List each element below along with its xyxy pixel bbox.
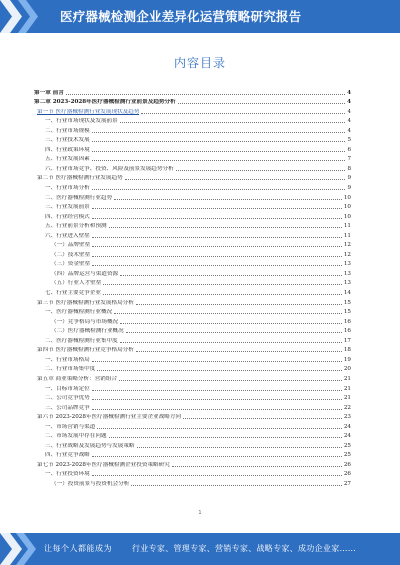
- toc-entry[interactable]: [34, 393, 351, 403]
- toc-entry-page: 11: [343, 232, 351, 239]
- toc-entry-title: 一、行业市场格局: [45, 356, 90, 363]
- toc-entry[interactable]: [34, 326, 351, 336]
- toc-entry-page: 21: [343, 395, 351, 402]
- toc-entry-title: 一、市场营销与渠道: [45, 423, 96, 430]
- toc-entry-page: 10: [343, 213, 351, 220]
- toc-entry[interactable]: [34, 87, 351, 97]
- toc-entry[interactable]: [34, 154, 351, 164]
- toc-dot-leader: [120, 274, 342, 276]
- toc-entry-page: 8: [347, 165, 351, 172]
- toc-dot-leader: [66, 93, 345, 95]
- toc-entry-page: 13: [343, 261, 351, 268]
- toc-entry-title: 二、公司竞争优势: [45, 395, 90, 402]
- toc-entry-title: （五）行业人才壁垒: [51, 280, 102, 287]
- toc-dot-leader: [131, 484, 342, 486]
- toc-entry-page: 4: [347, 127, 351, 134]
- toc-dot-leader: [97, 427, 342, 429]
- toc-entry[interactable]: [34, 364, 351, 374]
- toc-entry-page: 7: [347, 156, 351, 163]
- toc-entry-title: 三、行业战略及发展趋势与发展策略: [45, 442, 135, 449]
- header-chevron-icon: [18, 0, 48, 33]
- toc-dot-leader: [120, 121, 346, 123]
- toc-dot-leader: [126, 331, 342, 333]
- toc-dot-leader: [92, 245, 342, 247]
- toc-dot-leader: [172, 465, 342, 467]
- toc-entry-page: 24: [343, 433, 351, 440]
- toc-dot-leader: [92, 236, 342, 238]
- toc-entry[interactable]: [34, 450, 351, 460]
- toc-dot-leader: [92, 217, 342, 219]
- toc-entry-title: 二、市场发展中存在问题: [45, 433, 107, 440]
- toc-entry-title: 二、行业市场集中度: [45, 366, 96, 373]
- toc-entry-title: （二）技术壁垒: [51, 251, 91, 258]
- toc-dot-leader: [114, 312, 342, 314]
- toc-entry[interactable]: [34, 268, 351, 278]
- toc-entry-page: 27: [343, 480, 351, 487]
- toc-entry-page: 5: [347, 137, 351, 144]
- toc-entry-page: 10: [343, 194, 351, 201]
- toc-entry-title: 五、行业发展因素: [45, 156, 90, 163]
- toc-entry[interactable]: [34, 230, 351, 240]
- toc-entry-page: 19: [343, 356, 351, 363]
- toc-entry-title: 第七节 2023-2028年医疗器械检测企业投资策略研究: [37, 461, 170, 468]
- toc-entry[interactable]: [34, 345, 351, 355]
- toc-dot-leader: [109, 436, 342, 438]
- toc-entry[interactable]: [34, 221, 351, 231]
- toc-entry-title: 第五章 商业策略分析：营销组合: [37, 375, 118, 382]
- toc-dot-leader: [92, 455, 342, 457]
- toc-entry-title: 一、医疗器械检测行业概况: [45, 309, 113, 316]
- toc-entry-title: 五、行业前景分析和预测: [45, 223, 107, 230]
- toc-entry[interactable]: [34, 144, 351, 154]
- toc-entry-page: 24: [343, 423, 351, 430]
- toc-dot-leader: [92, 131, 346, 133]
- toc-entry-title: 一、行业市场分析: [45, 185, 90, 192]
- toc-entry-title: （一）品牌壁垒: [51, 242, 91, 249]
- toc-dot-leader: [103, 293, 342, 295]
- toc-entry[interactable]: [34, 116, 351, 126]
- toc-dot-leader: [137, 446, 342, 448]
- toc-entry[interactable]: [34, 240, 351, 250]
- toc-entry-page: 23: [343, 414, 351, 421]
- toc-entry-title: 四、行业竞争战略: [45, 452, 90, 459]
- toc-dot-leader: [92, 264, 342, 266]
- toc-dot-leader: [114, 198, 342, 200]
- toc-entry[interactable]: [34, 202, 351, 212]
- toc-dot-leader: [92, 398, 342, 400]
- toc-entry[interactable]: [34, 402, 351, 412]
- toc-entry[interactable]: [34, 182, 351, 192]
- toc-entry[interactable]: [34, 97, 351, 107]
- report-title: 医疗器械检测企业差异化运营策略研究报告: [60, 9, 302, 24]
- toc-entry[interactable]: [34, 297, 351, 307]
- toc-entry-page: 4: [347, 118, 351, 125]
- toc-entry-title: 一、行业市场现状及发展前景: [45, 118, 118, 125]
- toc-entry[interactable]: [34, 383, 351, 393]
- toc-dot-leader: [120, 322, 342, 324]
- toc-entry-title: 第一节 医疗器械检测行业发展现状及趋势: [37, 108, 140, 115]
- toc-dot-leader: [92, 140, 346, 142]
- toc-entry-page: 15: [343, 299, 351, 306]
- toc-dot-leader: [92, 150, 346, 152]
- toc-entry-title: 二、医疗器械检测行业趋势: [45, 194, 113, 201]
- toc-entry-title: 二、行业市场规模: [45, 127, 90, 134]
- toc-entry-page: 17: [343, 337, 351, 344]
- toc-dot-leader: [92, 389, 342, 391]
- toc-entry-page: 21: [343, 375, 351, 382]
- toc-dot-leader: [92, 408, 342, 410]
- toc-entry-page: 6: [347, 146, 351, 153]
- toc-entry[interactable]: [34, 307, 351, 317]
- toc-entry[interactable]: [34, 316, 351, 326]
- toc-entry-page: 9: [347, 175, 351, 182]
- footer-slogan: 让每个人都能成为: [44, 544, 112, 553]
- toc-dot-leader: [119, 379, 342, 381]
- toc-entry-title: 三、行业技术发展: [45, 137, 90, 144]
- toc-entry[interactable]: [34, 106, 351, 116]
- toc-entry-title: 六、行业进入壁垒: [45, 232, 90, 239]
- toc-dot-leader: [103, 283, 342, 285]
- toc-entry-title: 三、行业发展前景: [45, 204, 90, 211]
- toc-entry[interactable]: [34, 440, 351, 450]
- toc-entry-title: 一、目标市场定位: [45, 385, 90, 392]
- toc-entry[interactable]: [34, 259, 351, 269]
- toc-dot-leader: [178, 102, 345, 104]
- toc-entry-page: 26: [343, 461, 351, 468]
- toc-entry-title: 第四节 医疗器械检测行业竞争格局分析: [37, 347, 134, 354]
- toc-entry-title: 第二节 医疗器械检测行业发展趋势: [37, 175, 123, 182]
- toc-entry-page: 25: [343, 442, 351, 449]
- table-of-contents: [34, 87, 351, 488]
- toc-entry-page: 16: [343, 328, 351, 335]
- toc-dot-leader: [97, 369, 342, 371]
- toc-dot-leader: [92, 207, 342, 209]
- toc-entry-title: 四、行业政策环境: [45, 146, 90, 153]
- toc-entry[interactable]: [34, 478, 351, 488]
- toc-entry-page: 11: [343, 223, 351, 230]
- toc-dot-leader: [125, 178, 346, 180]
- toc-entry-page: 12: [343, 251, 351, 258]
- toc-entry[interactable]: [34, 135, 351, 145]
- toc-entry-page: 13: [343, 270, 351, 277]
- toc-entry-page: 25: [343, 452, 351, 459]
- toc-entry-title: 第三节 医疗器械检测行业发展格局分析: [37, 299, 134, 306]
- toc-entry[interactable]: [34, 287, 351, 297]
- toc-entry-page: 10: [343, 204, 351, 211]
- toc-entry-title: 第六节 2023-2028年医疗器械检测行业主要企业战略方向: [37, 414, 182, 421]
- toc-entry-title: 七、行业主要竞争企业: [45, 290, 101, 297]
- toc-entry-title: 一、行业投资环境: [45, 471, 90, 478]
- toc-entry-page: 14: [343, 290, 351, 297]
- toc-entry[interactable]: [34, 335, 351, 345]
- toc-entry[interactable]: [34, 431, 351, 441]
- toc-dot-leader: [109, 226, 342, 228]
- toc-entry[interactable]: [34, 192, 351, 202]
- toc-entry-page: 21: [343, 385, 351, 392]
- toc-entry-title: 二、医疗器械检测行业集中度: [45, 337, 118, 344]
- toc-entry[interactable]: [34, 211, 351, 221]
- toc-entry-title: 四、行业经营模式: [45, 213, 90, 220]
- report-header-banner: [0, 0, 400, 33]
- footer-chevron-icon: [16, 533, 46, 565]
- toc-entry-title: 三、公司品牌竞争: [45, 404, 90, 411]
- toc-dot-leader: [92, 188, 346, 190]
- toc-entry-title: （三）资金壁垒: [51, 261, 91, 268]
- toc-entry[interactable]: [34, 412, 351, 422]
- toc-entry-page: 22: [343, 404, 351, 411]
- toc-entry-page: 9: [347, 185, 351, 192]
- toc-entry-title: 第一章 前言: [34, 89, 64, 96]
- toc-entry[interactable]: [34, 373, 351, 383]
- toc-entry-title: （二）医疗器械检测行业概况: [51, 328, 124, 335]
- toc-entry-page: 15: [343, 309, 351, 316]
- toc-dot-leader: [136, 303, 342, 305]
- toc-dot-leader: [92, 255, 342, 257]
- toc-dot-leader: [141, 112, 345, 114]
- toc-dot-leader: [92, 159, 346, 161]
- toc-heading: 内容目录: [173, 56, 226, 70]
- toc-entry[interactable]: [34, 459, 351, 469]
- toc-entry-page: 13: [343, 280, 351, 287]
- toc-dot-leader: [92, 360, 342, 362]
- toc-dot-leader: [183, 417, 342, 419]
- toc-entry[interactable]: [34, 354, 351, 364]
- toc-entry-page: 4: [347, 99, 351, 106]
- toc-entry-title: （一）投资前景与投资机会分析: [51, 480, 130, 487]
- page-number: 1: [198, 510, 202, 516]
- toc-entry-page: 4: [347, 108, 351, 115]
- toc-dot-leader: [120, 341, 342, 343]
- toc-entry-page: 16: [343, 318, 351, 325]
- toc-entry[interactable]: [34, 125, 351, 135]
- toc-entry[interactable]: [34, 173, 351, 183]
- toc-entry-page: 20: [343, 366, 351, 373]
- toc-dot-leader: [176, 169, 346, 171]
- toc-entry-page: 4: [347, 89, 351, 96]
- toc-entry-title: （四）品牌运营与渠道资源: [51, 270, 119, 277]
- toc-entry-title: 六、行业市场竞争、投资、风险及前景发展趋势分析: [45, 165, 174, 172]
- toc-dot-leader: [92, 474, 342, 476]
- toc-entry-page: 26: [343, 471, 351, 478]
- report-footer-banner: [0, 533, 400, 565]
- toc-entry-page: 12: [343, 242, 351, 249]
- toc-entry[interactable]: [34, 421, 351, 431]
- toc-entry-title: （一）竞争格局与市场概况: [51, 318, 119, 325]
- toc-entry-title: 第二章 2023-2028年医疗器械检测行业前景及趋势分析: [34, 99, 176, 106]
- toc-entry[interactable]: [34, 163, 351, 173]
- toc-entry-page: 18: [343, 347, 351, 354]
- toc-entry[interactable]: [34, 278, 351, 288]
- toc-entry[interactable]: [34, 469, 351, 479]
- toc-entry[interactable]: [34, 249, 351, 259]
- toc-dot-leader: [136, 350, 342, 352]
- footer-tagline: 行业专家、管理专家、营销专家、战略专家、成功企业家……: [132, 544, 357, 553]
